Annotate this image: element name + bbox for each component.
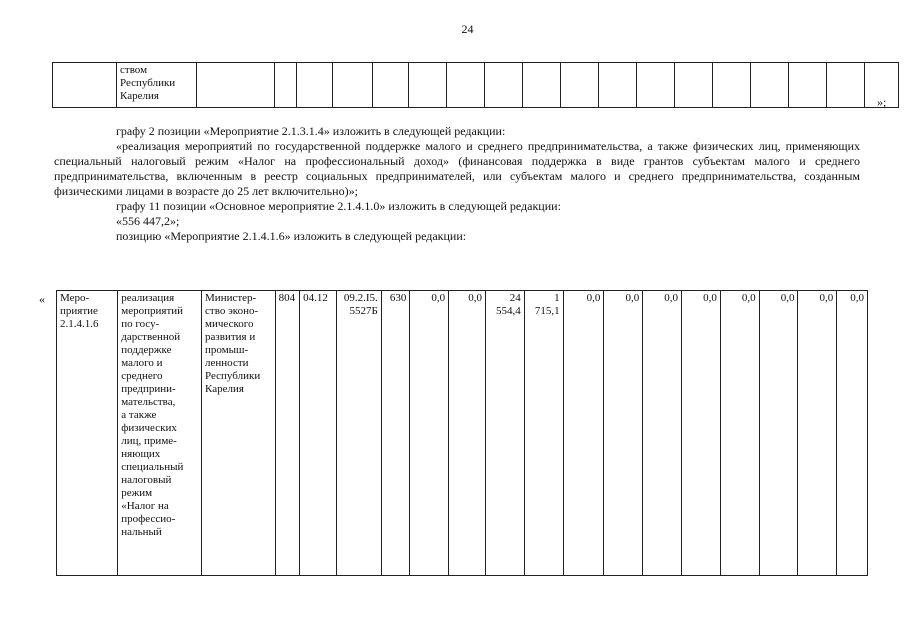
table-cell: ством Республики Карелия [117,63,197,108]
paragraph: графу 11 позиции «Основное мероприятие 2.1.4.1.0» изложить в следующей редакции: [116,199,561,213]
table-cell [275,63,297,108]
table-cell [53,63,117,108]
paragraph: «556 447,2»; [116,214,180,228]
table-cell [333,63,373,108]
table-cell: 09.2.I5. 5527Б [336,291,381,576]
table-cell: Меро- приятие 2.1.4.1.6 [57,291,118,576]
table-cell: 0,0 [720,291,759,576]
table-cell [447,63,485,108]
table-row [57,291,868,576]
table-cell [409,63,447,108]
table-cell: 0,0 [682,291,721,576]
table-cell: 0,0 [643,291,682,576]
table-cell [675,63,713,108]
table-cell [751,63,789,108]
closing-quote: »; [877,95,887,109]
table-cell: Министер- ство эконо- мического развития и промыш- ленности Республики Карелия [202,291,276,576]
table-cell: 0,0 [837,291,868,576]
table-cell: 0,0 [563,291,604,576]
table-cell: 0,0 [604,291,643,576]
continuation-table [52,62,899,108]
paragraph: позицию «Мероприятие 2.1.4.1.6» изложить в следующей редакции: [116,229,467,243]
table-cell: 0,0 [798,291,837,576]
table-cell: 630 [381,291,410,576]
table-cell: 0,0 [759,291,798,576]
table-cell [599,63,637,108]
table-cell: 24 554,4 [485,291,524,576]
paragraph: графу 2 позиции «Мероприятие 2.1.3.1.4» изложить в следующей редакции: [116,124,506,138]
amendment-text [54,124,860,244]
table-cell: реализация мероприятий по госу- дарственной поддержке малого и среднего предприни- мательства, а также физических лиц, приме- няющих специальный налоговый режим «Налог на профессио- нальный [118,291,202,576]
paragraph: «реализация мероприятий по государственной поддержке малого и среднего предпринимательства, а также физических лиц, применяющих специальный налоговый режим «Налог на профессиональный доход» (финансовая поддержка в виде грантов субъектам малого и среднего предпринимательства, включенным в реестр социальных предпринимателей, или субъектам малого и среднего предпринимательства, созданным физическими лицами в возрасте до 25 лет включительно)»; [54,139,860,198]
measure-table [56,290,868,576]
table-cell [827,63,865,108]
table-cell [523,63,561,108]
table-cell: 1 715,1 [524,291,563,576]
table-cell: 04.12 [300,291,337,576]
table-cell [713,63,751,108]
table-cell [789,63,827,108]
page-number: 24 [461,22,474,36]
table-cell: 804 [275,291,300,576]
table-cell [197,63,275,108]
table-cell: 0,0 [410,291,449,576]
table-cell [297,63,333,108]
table-row [53,63,899,108]
table-cell [637,63,675,108]
table-cell [373,63,409,108]
table-cell [485,63,523,108]
opening-quote: « [39,292,45,306]
table-cell [561,63,599,108]
table-cell: 0,0 [449,291,486,576]
